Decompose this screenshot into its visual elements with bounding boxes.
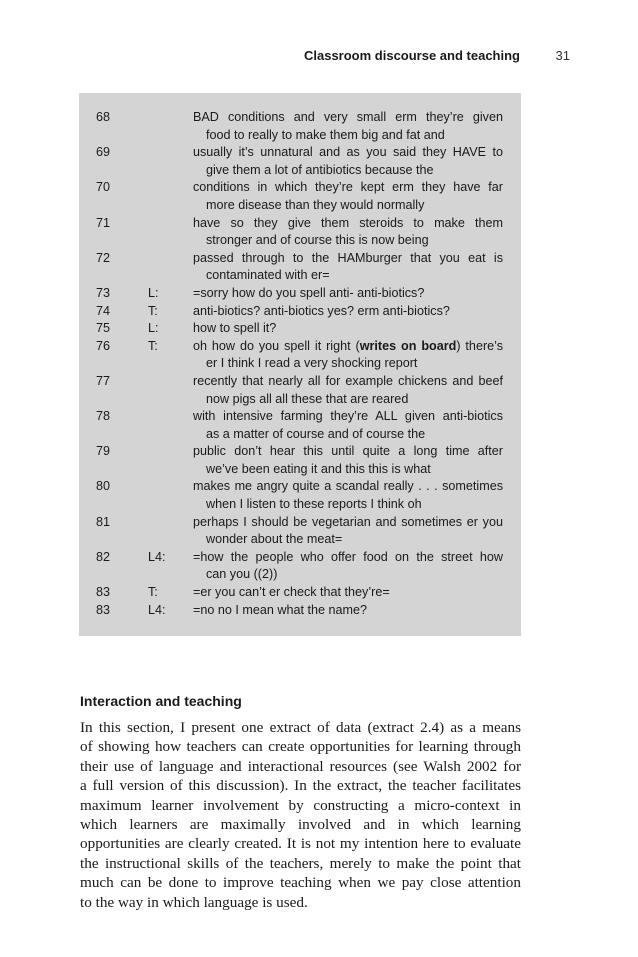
utterance-line: =no no I mean what the name? — [193, 602, 367, 617]
transcript-row — [79, 109, 521, 144]
utterance-text: oh how do you spell it right ( — [193, 338, 360, 353]
utterance-line: stronger and of course this is now being — [206, 233, 429, 248]
paragraph-line: their use of language and interactional resources (see Walsh 2002 for — [80, 757, 521, 775]
line-number: 83 — [96, 602, 111, 617]
utterance — [193, 549, 503, 584]
utterance — [193, 478, 503, 513]
utterance-line: when I listen to these reports I think oh — [206, 497, 422, 512]
utterance — [193, 144, 503, 179]
transcript-row — [79, 514, 521, 549]
line-number: 80 — [96, 479, 111, 494]
utterance — [193, 320, 503, 338]
utterance — [193, 250, 503, 285]
speaker-label: L: — [148, 285, 159, 300]
utterance-line: give them a lot of antibiotics because the — [206, 162, 434, 177]
utterance-line: can you ((2)) — [206, 567, 278, 582]
utterance-line: usually it’s unnatural and as you said they HAVE to — [193, 145, 503, 160]
utterance-line: how to spell it? — [193, 321, 277, 336]
speaker-label: T: — [148, 338, 158, 353]
line-number: 74 — [96, 303, 111, 318]
line-number: 77 — [96, 373, 111, 388]
running-title: Classroom discourse and teaching — [303, 48, 520, 63]
utterance — [193, 338, 503, 373]
utterance-line: recently that nearly all for example chickens and beef — [193, 373, 503, 388]
page-number: 31 — [555, 48, 570, 63]
utterance-line: conditions in which they’re kept erm they have far — [193, 180, 503, 195]
utterance — [193, 602, 503, 620]
section-heading: Interaction and teaching — [80, 693, 242, 709]
line-number: 76 — [96, 338, 111, 353]
transcript-row — [79, 215, 521, 250]
line-number: 78 — [96, 409, 111, 424]
utterance — [193, 443, 503, 478]
speaker-label: T: — [148, 585, 158, 600]
utterance-line: perhaps I should be vegetarian and sometimes er you — [193, 514, 503, 529]
line-number: 70 — [96, 180, 111, 195]
utterance — [193, 408, 503, 443]
utterance — [193, 179, 503, 214]
line-number: 71 — [96, 215, 111, 230]
transcript-row — [79, 408, 521, 443]
line-number: 79 — [96, 444, 111, 459]
transcript-row — [79, 320, 521, 338]
paragraph-line: of showing how teachers can create opportunities for learning through — [80, 738, 521, 756]
utterance-line: =er you can’t er check that they’re= — [193, 585, 390, 600]
transcript-row — [79, 144, 521, 179]
transcript-row — [79, 584, 521, 602]
transcript-row — [79, 285, 521, 303]
stage-direction: writes on board — [359, 338, 457, 353]
paragraph-line: to the way in which language is used. — [80, 893, 308, 911]
transcript-lines — [79, 109, 521, 619]
line-number: 72 — [96, 250, 111, 265]
transcript-row — [79, 549, 521, 584]
utterance-line: anti-biotics? anti-biotics yes? erm anti-biotics? — [193, 303, 450, 318]
utterance — [193, 584, 503, 602]
utterance-line: food to really to make them big and fat and — [206, 127, 445, 142]
line-number: 68 — [96, 110, 111, 124]
utterance — [193, 514, 503, 549]
line-number: 83 — [96, 585, 111, 600]
utterance-line: public don’t hear this until quite a long time after — [193, 444, 503, 459]
transcript-row — [79, 250, 521, 285]
running-header — [80, 48, 578, 68]
utterance-line: more disease than they would normally — [206, 197, 425, 212]
speaker-label: L4: — [148, 549, 166, 564]
utterance — [193, 285, 503, 303]
utterance-line: passed through to the HAMburger that you eat is — [193, 250, 503, 265]
transcript-row — [79, 338, 521, 373]
line-number: 82 — [96, 549, 111, 564]
transcript-row — [79, 179, 521, 214]
utterance — [193, 215, 503, 250]
utterance-line: as a matter of course and of course the — [206, 426, 426, 441]
transcript-row — [79, 443, 521, 478]
utterance-text: ) there’s — [456, 338, 504, 353]
utterance-line: =how the people who offer food on the street how — [193, 549, 503, 564]
line-number: 69 — [96, 145, 111, 160]
transcript-row — [79, 303, 521, 321]
utterance-line: makes me angry quite a scandal really . . . sometimes — [193, 479, 503, 494]
paragraph-line: much can be done to improve teaching when we pay close attention — [80, 874, 521, 892]
utterance-line: we’ve been eating it and this this is what — [206, 461, 431, 476]
paragraph-line: maximum learner involvement by constructing a micro-context in — [80, 796, 521, 814]
paragraph-line: In this section, I present one extract of data (extract 2.4) as a means — [80, 719, 521, 736]
utterance-line: er I think I read a very shocking report — [206, 356, 418, 371]
utterance-line: =sorry how do you spell anti- anti-biotics? — [193, 285, 425, 300]
utterance-line — [193, 338, 503, 356]
line-number: 81 — [96, 514, 111, 529]
utterance-line: now pigs all all these that are reared — [206, 391, 409, 406]
transcript-row — [79, 478, 521, 513]
utterance-line: contaminated with er= — [206, 268, 330, 283]
speaker-label: L: — [148, 321, 159, 336]
utterance-line: wonder about the meat= — [206, 532, 343, 547]
speaker-label: L4: — [148, 602, 166, 617]
transcript-row — [79, 602, 521, 620]
line-number: 75 — [96, 321, 111, 336]
paragraph-line: opportunities are clearly created. It is not my intention here to evaluate — [80, 835, 521, 853]
line-number: 73 — [96, 285, 111, 300]
utterance — [193, 303, 503, 321]
transcript-extract — [79, 93, 521, 636]
paragraph-line: which learners are maximally involved and in which learning — [80, 816, 521, 834]
utterance-line: with intensive farming they’re ALL given anti-biotics — [193, 409, 503, 424]
utterance-line: BAD conditions and very small erm they’re given — [193, 110, 503, 124]
speaker-label: T: — [148, 303, 158, 318]
utterance — [193, 109, 503, 144]
utterance-line: have so they give them steroids to make them — [193, 215, 503, 230]
paragraph-line: a full version of this discussion). In the extract, the teacher facilitates — [80, 777, 521, 795]
paragraph-line: the instructional skills of the teachers, merely to make the point that — [80, 854, 521, 872]
body-paragraph — [80, 718, 521, 912]
utterance — [193, 373, 503, 408]
transcript-row — [79, 373, 521, 408]
